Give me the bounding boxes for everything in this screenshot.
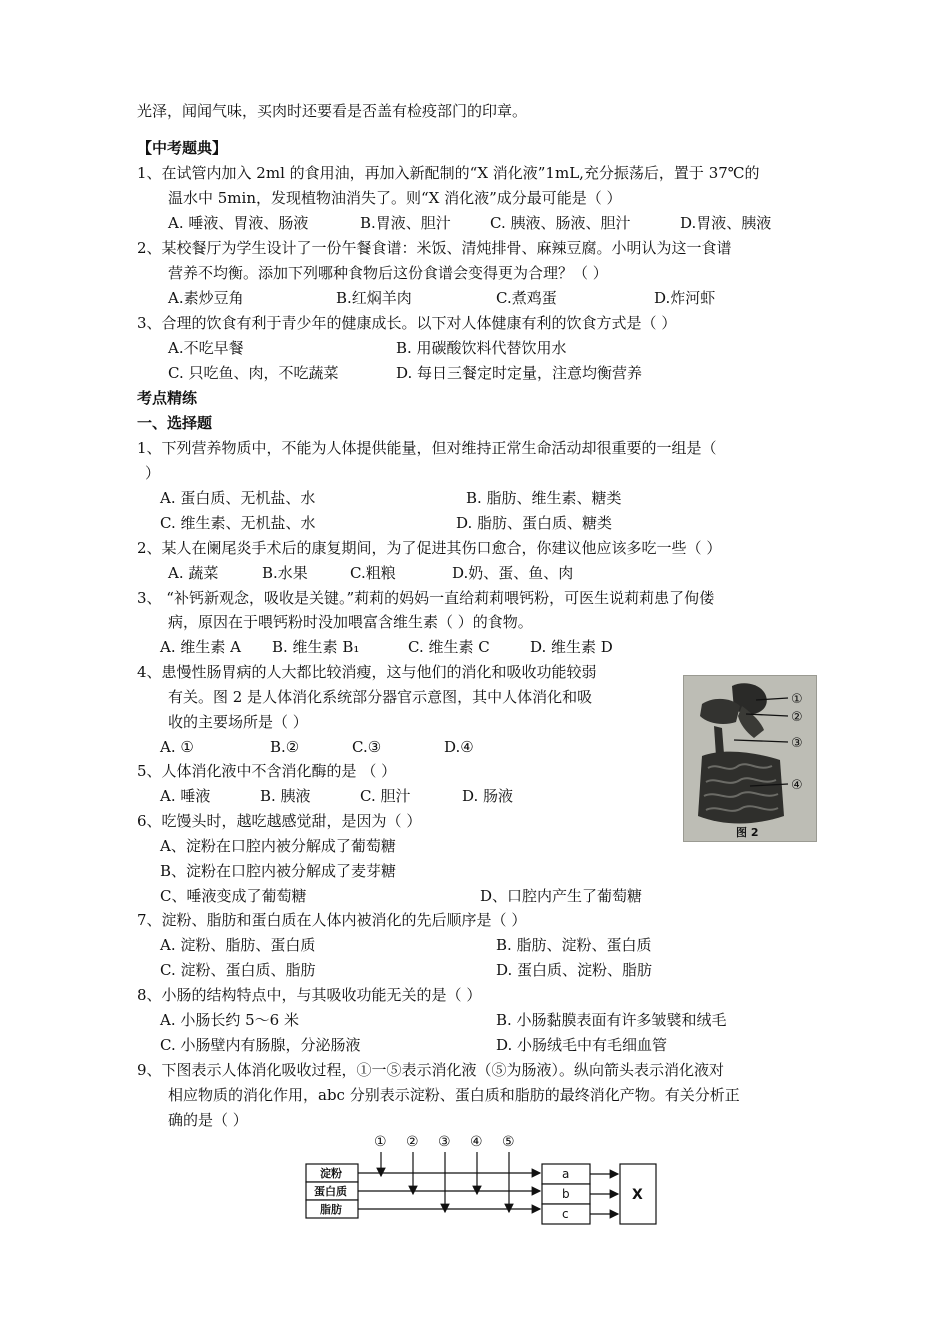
diagram-result-x: X xyxy=(632,1187,643,1203)
practice-q1-option-c: C. 维生素、无机盐、水 xyxy=(160,514,316,532)
digestion-flow-svg xyxy=(300,1130,670,1235)
practice-q4-line3: 收的主要场所是（ ） xyxy=(168,713,308,731)
practice-q7-option-b: B. 脂肪、淀粉、蛋白质 xyxy=(496,936,652,954)
practice-q4-line1: 4、患慢性肠胃病的人大都比较消瘦，这与他们的消化和吸收功能较弱 xyxy=(137,663,597,681)
practice-title: 考点精练 xyxy=(137,389,198,407)
diagram-num-5: ⑤ xyxy=(502,1134,515,1150)
exam-q1-option-c: C. 胰液、肠液、胆汁 xyxy=(490,214,631,232)
practice-q2-line1: 2、某人在阑尾炎手术后的康复期间，为了促进其伤口愈合，你建议他应该多吃一些（ ） xyxy=(137,539,722,557)
exam-q2-line2: 营养不均衡。添加下列哪种食物后这份食谱会变得更为合理？（ ） xyxy=(168,264,608,282)
fig2-label-3: ③ xyxy=(791,736,803,751)
practice-q5-option-a: A. 唾液 xyxy=(160,787,211,805)
exam-q3-option-a: A.不吃早餐 xyxy=(168,339,244,357)
practice-q5-line1: 5、人体消化液中不含消化酶的是 （ ） xyxy=(137,762,397,780)
practice-q3-option-d: D. 维生素 D xyxy=(530,638,613,656)
practice-q9-line2: 相应物质的消化作用，abc 分别表示淀粉、蛋白质和脂肪的最终消化产物。有关分析正 xyxy=(168,1086,740,1104)
fig2-label-2: ② xyxy=(791,710,803,725)
exam-q2-option-a: A.素炒豆角 xyxy=(168,289,244,307)
practice-q3-option-b: B. 维生素 B₁ xyxy=(272,638,360,656)
practice-q9-line1: 9、下图表示人体消化吸收过程，①一⑤表示消化液（⑤为肠液）。纵向箭头表示消化液对 xyxy=(137,1061,725,1079)
diagram-substance-fat: 脂肪 xyxy=(320,1203,342,1216)
diagram-product-c: c xyxy=(562,1207,569,1221)
diagram-substance-protein: 蛋白质 xyxy=(314,1185,347,1198)
exam-q1-line1: 1、在试管内加入 2ml 的食用油，再加入新配制的“X 消化液”1mL,充分振荡后，置于 37℃的 xyxy=(137,164,760,182)
practice-q3-line2: 病，原因在于喂钙粉时没加喂富含维生素（ ）的食物。 xyxy=(168,613,533,631)
practice-q6-option-b: B、淀粉在口腔内被分解成了麦芽糖 xyxy=(160,862,397,880)
exam-q3-option-c: C. 只吃鱼、肉，不吃蔬菜 xyxy=(168,364,339,382)
exam-q3-option-d: D. 每日三餐定时定量，注意均衡营养 xyxy=(396,364,643,382)
exam-q1-option-d: D.胃液、胰液 xyxy=(680,214,772,232)
diagram-product-b: b xyxy=(562,1187,570,1201)
practice-q4-option-d: D.④ xyxy=(444,738,474,756)
practice-q2-option-d: D.奶、蛋、鱼、肉 xyxy=(452,564,574,582)
figure-2-digestive-system xyxy=(683,675,817,842)
practice-q1-option-d: D. 脂肪、蛋白质、糖类 xyxy=(456,514,613,532)
exam-q1-line2: 温水中 5min，发现植物油消失了。则“X 消化液”成分最可能是（ ） xyxy=(168,189,622,207)
practice-q3-line1: 3、 “补钙新观念，吸收是关键。”莉莉的妈妈一直给莉莉喂钙粉，可医生说莉莉患了佝偻 xyxy=(137,589,715,607)
practice-q8-line1: 8、小肠的结构特点中，与其吸收功能无关的是（ ） xyxy=(137,986,482,1004)
practice-q6-line1: 6、吃馒头时，越吃越感觉甜，是因为（ ） xyxy=(137,812,422,830)
practice-q7-option-c: C. 淀粉、蛋白质、脂肪 xyxy=(160,961,316,979)
practice-q1-line2: ） xyxy=(145,464,161,482)
practice-q7-option-a: A. 淀粉、脂肪、蛋白质 xyxy=(160,936,316,954)
diagram-num-2: ② xyxy=(406,1134,419,1150)
exam-q3-option-b: B. 用碳酸饮料代替饮用水 xyxy=(396,339,567,357)
exam-q2-option-b: B.红焖羊肉 xyxy=(336,289,412,307)
practice-q4-option-a: A. ① xyxy=(160,738,194,756)
practice-q2-option-a: A. 蔬菜 xyxy=(168,564,219,582)
practice-q6-option-a: A、淀粉在口腔内被分解成了葡萄糖 xyxy=(160,837,396,855)
diagram-product-a: a xyxy=(562,1167,570,1181)
exam-q2-option-d: D.炸河虾 xyxy=(654,289,716,307)
practice-q9-line3: 确的是（ ） xyxy=(168,1111,248,1129)
exam-q2-option-c: C.煮鸡蛋 xyxy=(496,289,557,307)
practice-q1-option-b: B. 脂肪、维生素、糖类 xyxy=(466,489,622,507)
practice-q4-option-b: B.② xyxy=(270,738,300,756)
practice-q2-option-b: B.水果 xyxy=(262,564,308,582)
practice-q1-option-a: A. 蛋白质、无机盐、水 xyxy=(160,489,316,507)
practice-q5-option-b: B. 胰液 xyxy=(260,787,311,805)
practice-q8-option-a: A. 小肠长约 5～6 米 xyxy=(160,1011,299,1029)
practice-q4-line2: 有关。图 2 是人体消化系统部分器官示意图，其中人体消化和吸 xyxy=(168,688,593,706)
practice-q7-line1: 7、淀粉、脂肪和蛋白质在人体内被消化的先后顺序是（ ） xyxy=(137,911,527,929)
fig2-label-1: ① xyxy=(791,692,803,707)
practice-q4-option-c: C.③ xyxy=(352,738,382,756)
exam-q1-option-b: B.胃液、胆汁 xyxy=(360,214,451,232)
exam-q2-line1: 2、某校餐厅为学生设计了一份午餐食谱：米饭、清炖排骨、麻辣豆腐。小明认为这一食谱 xyxy=(137,239,732,257)
exam-q1-option-a: A. 唾液、胃液、肠液 xyxy=(168,214,309,232)
digestion-process-diagram xyxy=(300,1130,670,1235)
practice-q5-option-d: D. 肠液 xyxy=(462,787,514,805)
diagram-num-1: ① xyxy=(374,1134,387,1150)
diagram-num-4: ④ xyxy=(470,1134,483,1150)
digestive-system-illustration xyxy=(684,676,816,841)
intro-text: 光泽，闻闻气味，买肉时还要看是否盖有检疫部门的印章。 xyxy=(137,102,528,120)
exam-q3-line1: 3、合理的饮食有利于青少年的健康成长。以下对人体健康有利的饮食方式是（ ） xyxy=(137,314,677,332)
practice-q6-option-d: D、口腔内产生了葡萄糖 xyxy=(480,887,643,905)
practice-q7-option-d: D. 蛋白质、淀粉、脂肪 xyxy=(496,961,653,979)
practice-q8-option-c: C. 小肠壁内有肠腺，分泌肠液 xyxy=(160,1036,361,1054)
practice-q2-option-c: C.粗粮 xyxy=(350,564,396,582)
practice-q8-option-d: D. 小肠绒毛中有毛细血管 xyxy=(496,1036,668,1054)
exam-section-title: 【中考题典】 xyxy=(137,139,228,157)
diagram-num-3: ③ xyxy=(438,1134,451,1150)
practice-subtitle: 一、选择题 xyxy=(137,414,213,432)
practice-q1-line1: 1、下列营养物质中，不能为人体提供能量，但对维持正常生命活动却很重要的一组是（ xyxy=(137,439,717,457)
practice-q3-option-a: A. 维生素 A xyxy=(160,638,241,656)
practice-q6-option-c: C、唾液变成了葡萄糖 xyxy=(160,887,307,905)
fig2-caption: 图 2 xyxy=(736,826,759,839)
diagram-substance-starch: 淀粉 xyxy=(320,1167,342,1180)
practice-q8-option-b: B. 小肠黏膜表面有许多皱襞和绒毛 xyxy=(496,1011,727,1029)
practice-q3-option-c: C. 维生素 C xyxy=(408,638,490,656)
fig2-label-4: ④ xyxy=(791,778,803,793)
practice-q5-option-c: C. 胆汁 xyxy=(360,787,411,805)
